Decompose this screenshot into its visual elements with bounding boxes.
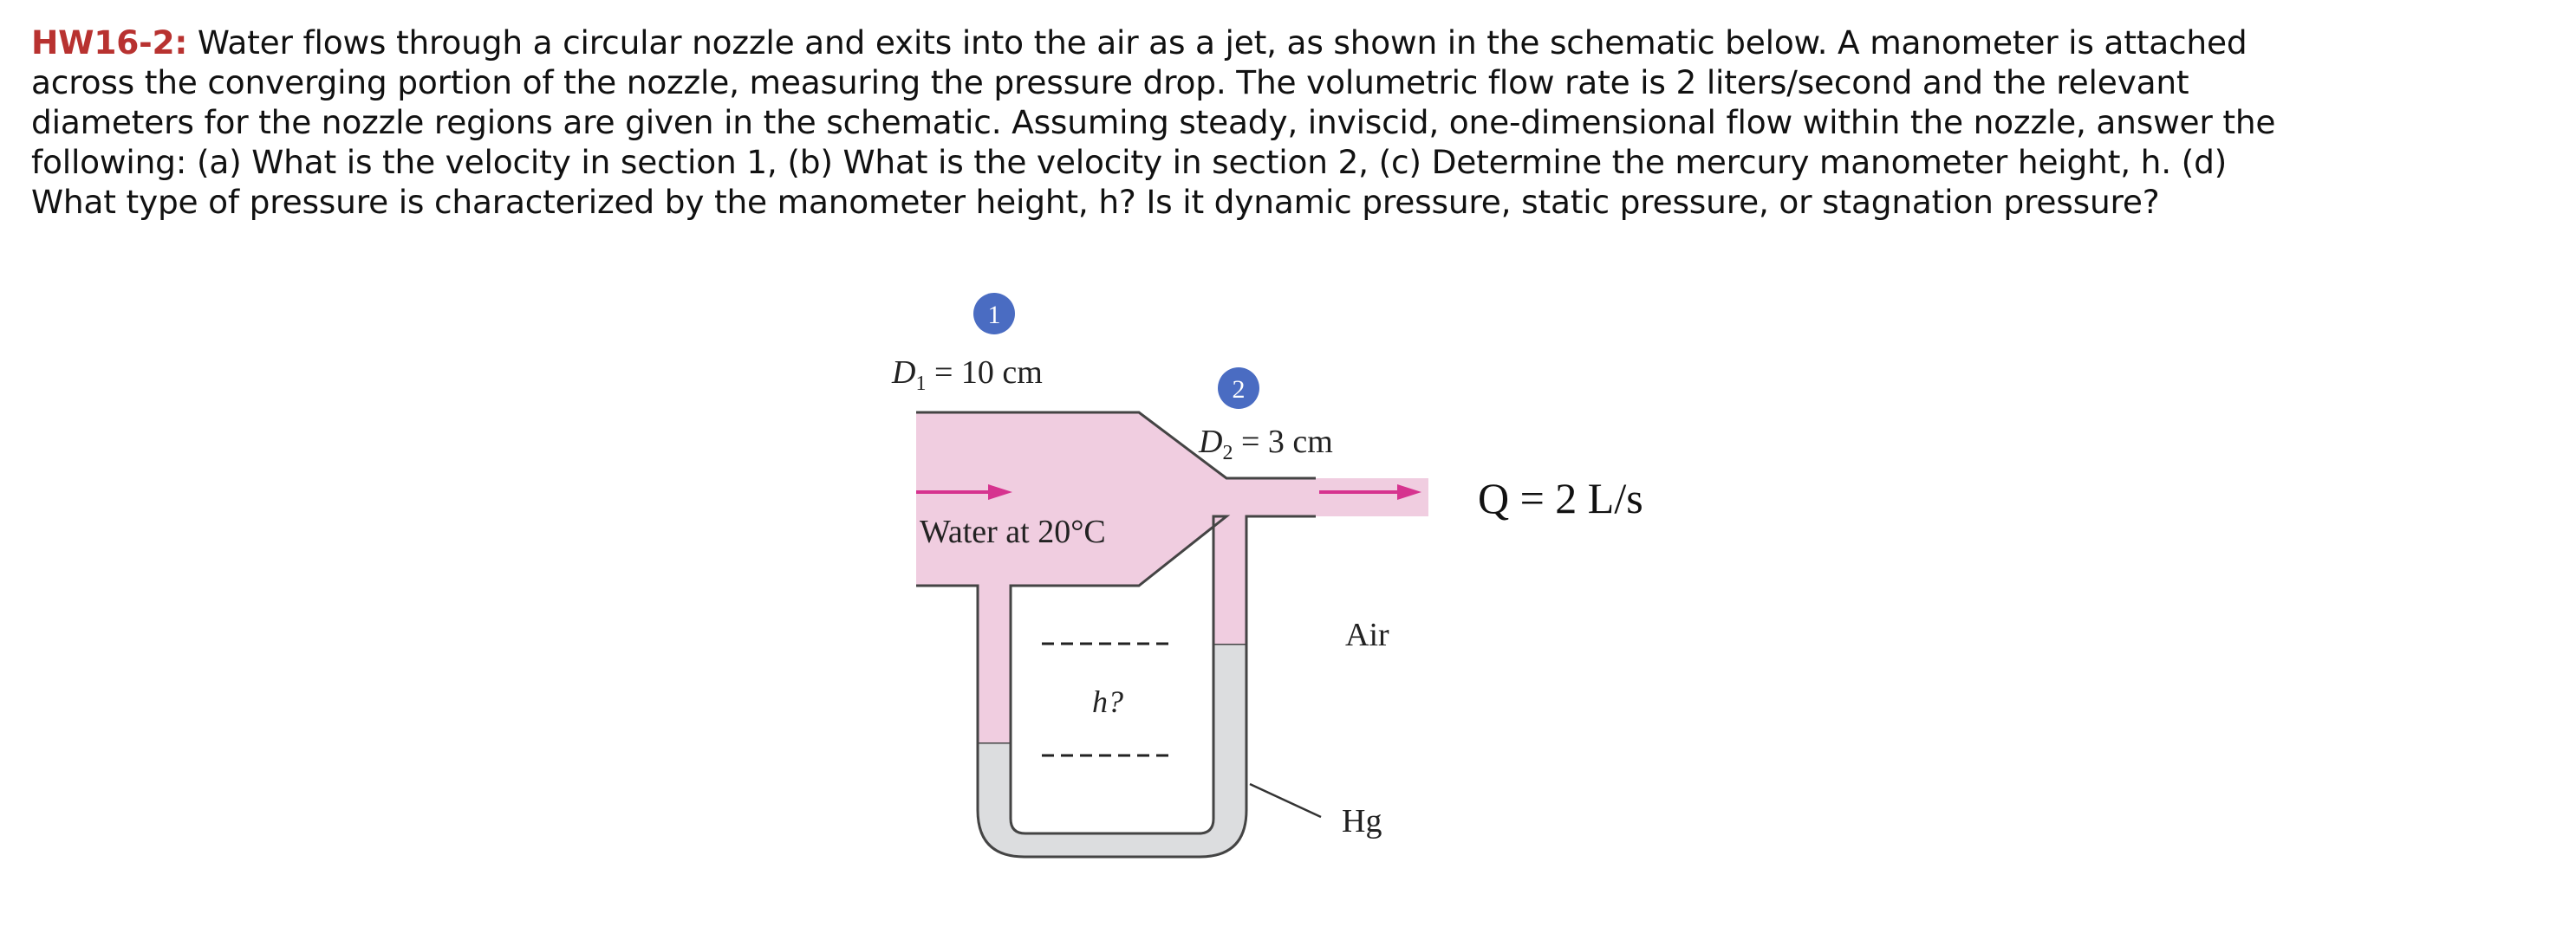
problem-line-5: What type of pressure is characterized by the manometer height, h? Is it dynamic pressure, static pressure, or stagnation pressure? [31, 183, 2160, 221]
mercury-label: Hg [1342, 803, 1382, 839]
problem-line-2: across the converging portion of the nozzle, measuring the pressure drop. The volumetric flow rate is 2 liters/second and the relevant [31, 63, 2189, 101]
mercury-leader-line [1250, 784, 1321, 817]
svg-text:2: 2 [1232, 375, 1246, 404]
problem-label: HW16-2: [31, 23, 188, 62]
height-label: h? [1092, 684, 1123, 719]
nozzle-bottom-wall [916, 586, 978, 742]
problem-line-4: following: (a) What is the velocity in section 1, (b) What is the velocity in section 2, (c) Determine the mercury manometer height, h. (d) [31, 143, 2228, 181]
air-label: Air [1345, 617, 1389, 653]
section-1-marker [973, 293, 1015, 334]
d1-label: $D_1 = 10$ cm [892, 354, 1043, 395]
nozzle-exit-wall [1246, 516, 1316, 644]
mercury-column [978, 644, 1246, 857]
d2-label: $D_2 = 3$ cm [1199, 424, 1333, 464]
problem-line-1: HW16-2: Water flows through a circular nozzle and exits into the air as a jet, as shown in the schematic below. A manometer is attached [31, 23, 2247, 62]
section-2-marker [1218, 367, 1259, 409]
water-jet [1316, 478, 1428, 516]
problem-line-3: diameters for the nozzle regions are given in the schematic. Assuming steady, inviscid, one-dimensional flow within the nozzle, answer the [31, 103, 2276, 141]
flow-rate-label: Q = 2 L/s [1478, 474, 1643, 522]
svg-text:1: 1 [987, 301, 1001, 329]
fluid-label: Water at 20°C [920, 514, 1106, 550]
